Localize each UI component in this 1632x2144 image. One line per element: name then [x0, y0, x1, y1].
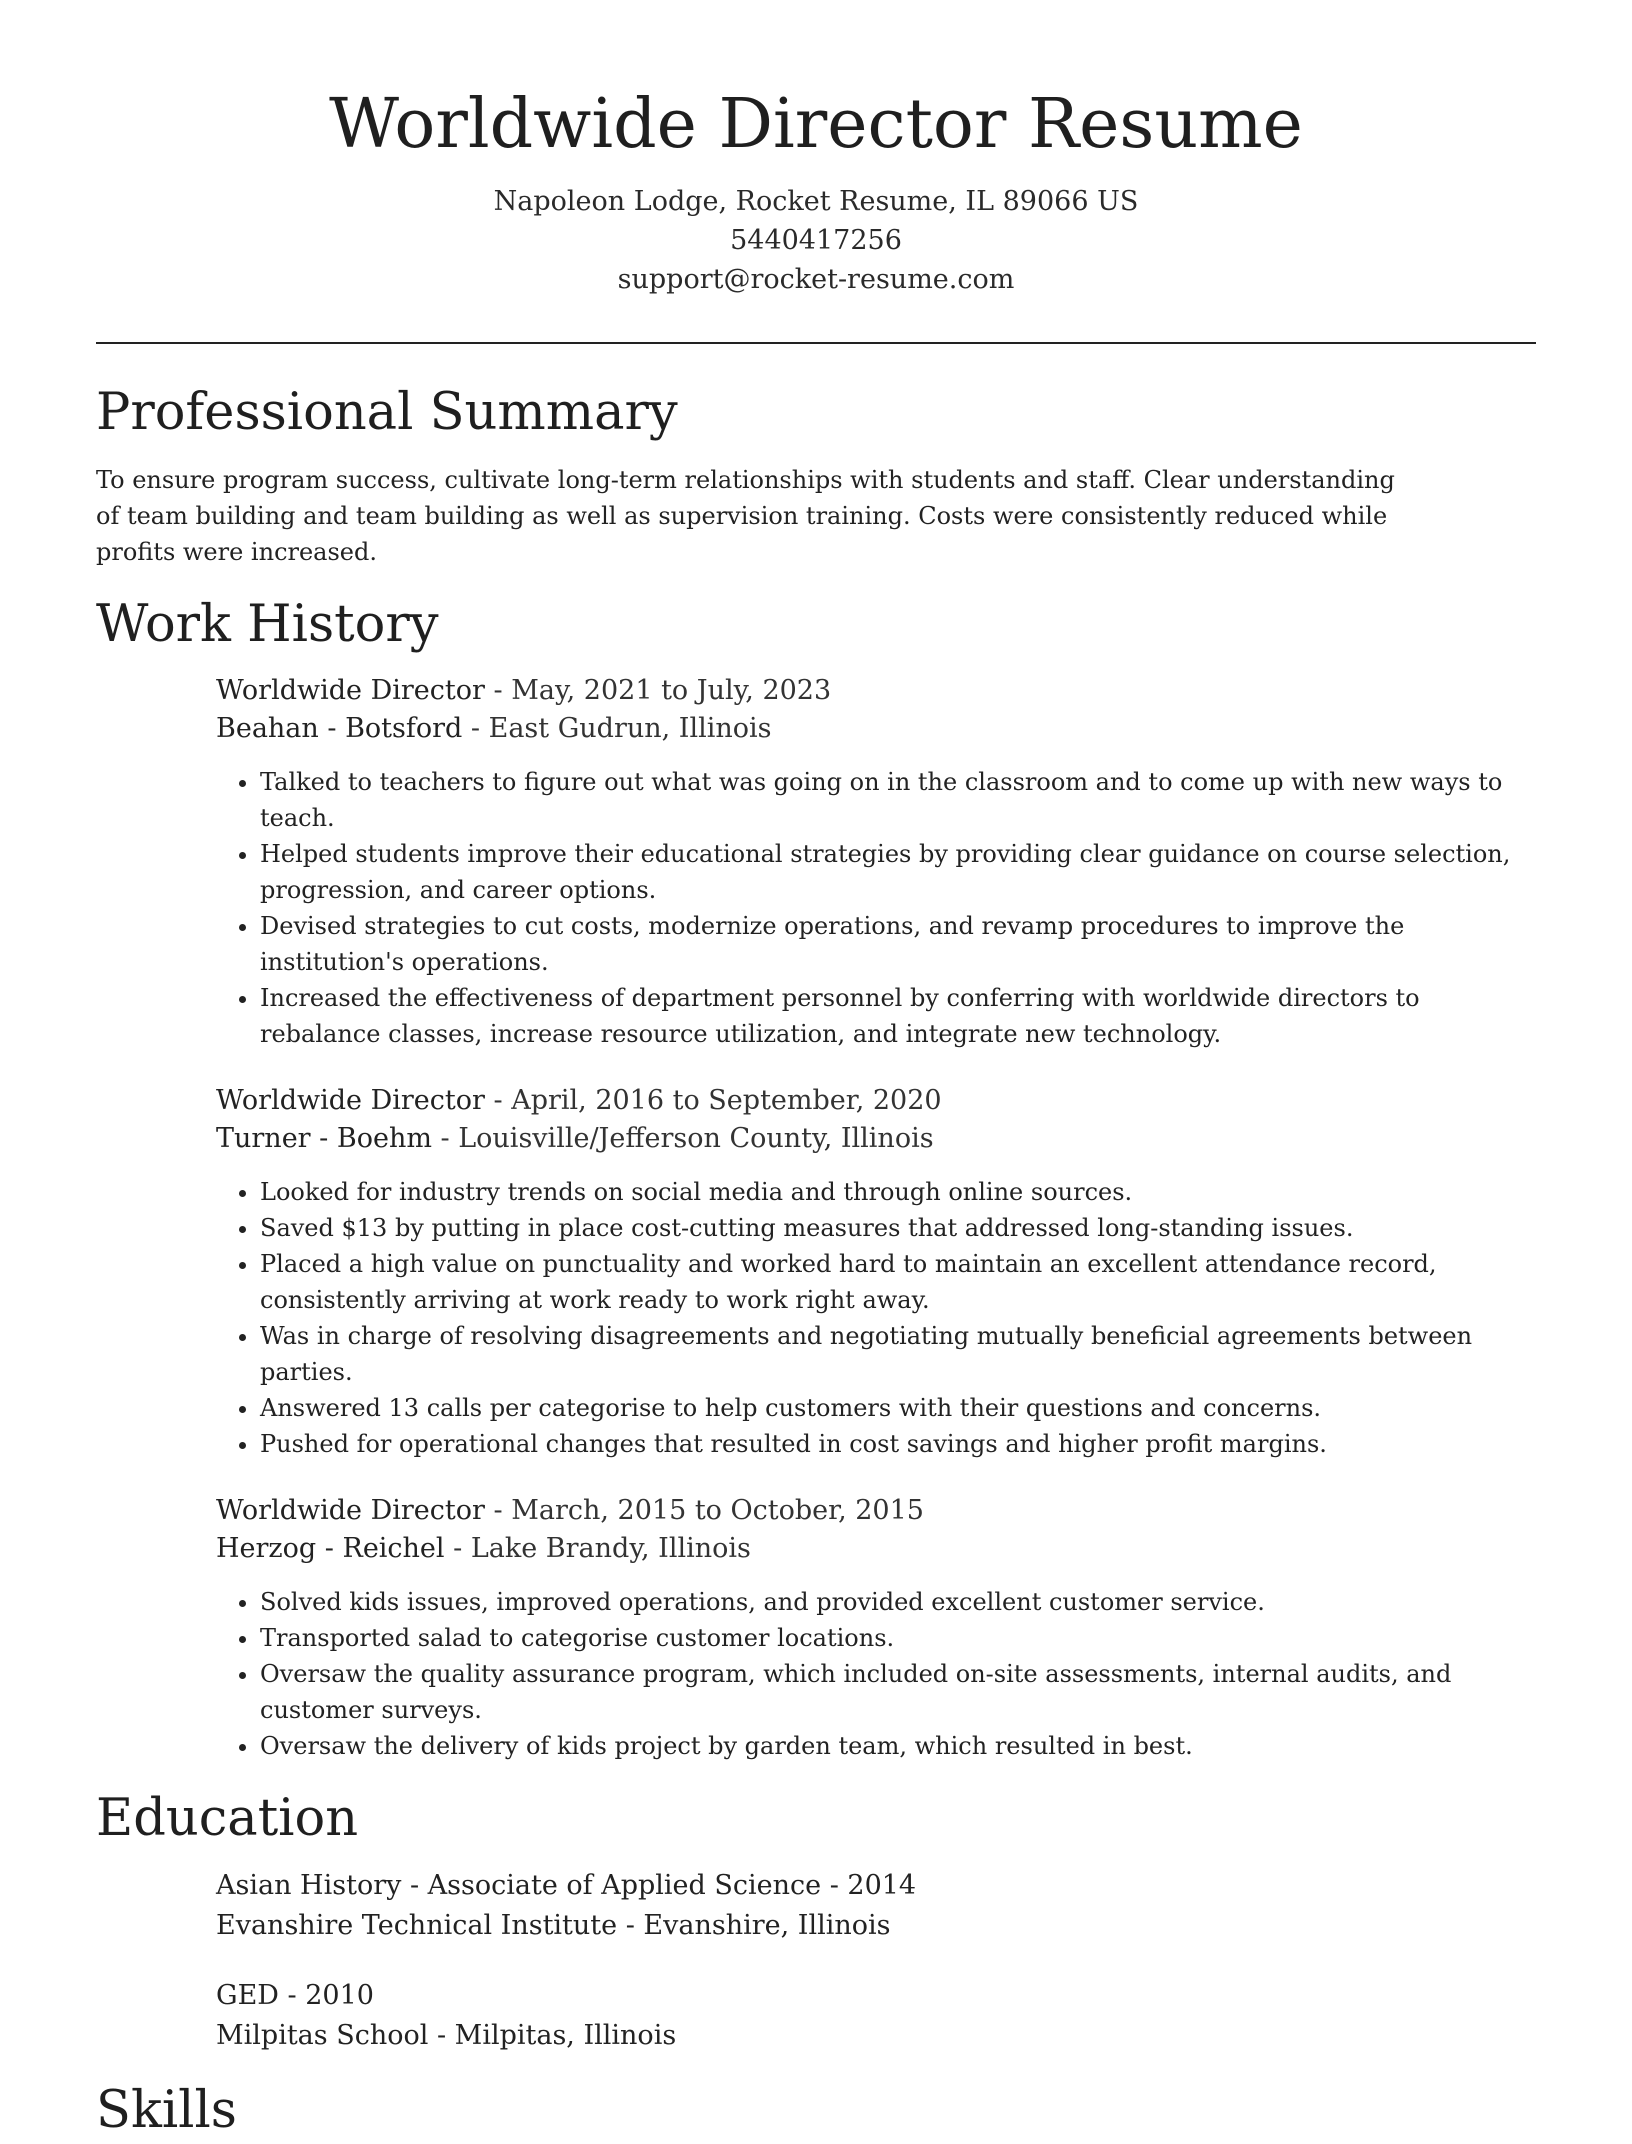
education-school: Evanshire Technical Institute	[216, 1910, 618, 1941]
resume-header	[0, 80, 1632, 299]
job-title-line: Worldwide Director - March, 2015 to October, 2015	[216, 1495, 924, 1526]
job-title: Worldwide Director	[216, 1495, 485, 1526]
summary-section	[96, 380, 1536, 570]
contact-email: support@rocket-resume.com	[617, 264, 1015, 295]
education-school-line: Milpitas School - Milpitas, Illinois	[216, 2020, 677, 2051]
job-bullet: • Looked for industry trends on social media and through online sources.	[260, 1174, 1536, 1210]
resume-body	[96, 380, 1536, 2144]
job-company: Turner - Boehm	[216, 1123, 432, 1154]
job-bullet: • Placed a high value on punctuality and worked hard to maintain an excellent attendance record, consistently arriving at work ready to work right away.	[260, 1246, 1536, 1318]
job-company: Beahan - Botsford	[216, 713, 463, 744]
job-company-line: Herzog - Reichel - Lake Brandy, Illinois	[216, 1533, 751, 1564]
header-divider	[96, 342, 1536, 344]
job-bullet: • Helped students improve their educational strategies by providing clear guidance on course selection, progression, and career options.	[260, 836, 1536, 908]
work-history-heading: Work History	[96, 595, 439, 654]
job-bullet: • Increased the effectiveness of department personnel by conferring with worldwide directors to rebalance classes, increase resource utilization, and integrate new technology.	[260, 980, 1536, 1052]
education-entry	[216, 1976, 1536, 2056]
education-degree: Asian History - Associate of Applied Science - 2014	[216, 1870, 917, 1901]
job-entry	[216, 1082, 1536, 1462]
job-bullet: • Talked to teachers to figure out what was going on in the classroom and to come up with new ways to teach.	[260, 764, 1536, 836]
education-entry	[216, 1866, 1536, 1946]
job-title: Worldwide Director	[216, 675, 485, 706]
job-dates: March, 2015 to October, 2015	[511, 1495, 924, 1526]
job-location: East Gudrun, Illinois	[488, 713, 772, 744]
resume-title: Worldwide Director Resume	[329, 85, 1303, 164]
job-location: Louisville/Jefferson County, Illinois	[458, 1123, 934, 1154]
education-section	[96, 1786, 1536, 2056]
job-bullets	[216, 1174, 1536, 1462]
job-bullet: • Saved $13 by putting in place cost-cutting measures that addressed long-standing issues.	[260, 1210, 1536, 1246]
job-title-line: Worldwide Director - April, 2016 to September, 2020	[216, 1085, 942, 1116]
summary-heading: Professional Summary	[96, 383, 678, 442]
job-bullet: • Transported salad to categorise customer locations.	[260, 1620, 1536, 1656]
education-school-line: Evanshire Technical Institute - Evanshire, Illinois	[216, 1910, 891, 1941]
job-bullet: • Answered 13 calls per categorise to help customers with their questions and concerns.	[260, 1390, 1536, 1426]
education-location: Evanshire, Illinois	[643, 1910, 891, 1941]
job-bullet: • Was in charge of resolving disagreements and negotiating mutually beneficial agreements between parties.	[260, 1318, 1536, 1390]
job-bullets	[216, 764, 1536, 1052]
education-school: Milpitas School	[216, 2020, 429, 2051]
job-bullet: • Devised strategies to cut costs, modernize operations, and revamp procedures to improve the institution's operations.	[260, 908, 1536, 980]
job-entry	[216, 1492, 1536, 1764]
job-bullet: • Solved kids issues, improved operations, and provided excellent customer service.	[260, 1584, 1536, 1620]
job-company: Herzog - Reichel	[216, 1533, 445, 1564]
contact-block	[0, 182, 1632, 299]
job-dates: April, 2016 to September, 2020	[511, 1085, 942, 1116]
job-bullet: • Oversaw the quality assurance program, which included on-site assessments, internal audits, and customer surveys.	[260, 1656, 1536, 1728]
job-title-line: Worldwide Director - May, 2021 to July, 2023	[216, 675, 832, 706]
job-dates: May, 2021 to July, 2023	[511, 675, 832, 706]
contact-address: Napoleon Lodge, Rocket Resume, IL 89066 US	[493, 186, 1139, 217]
education-location: Milpitas, Illinois	[454, 2020, 677, 2051]
skills-section	[96, 2078, 1536, 2144]
job-company-line: Turner - Boehm - Louisville/Jefferson County, Illinois	[216, 1123, 934, 1154]
education-degree: GED - 2010	[216, 1980, 374, 2011]
job-title: Worldwide Director	[216, 1085, 485, 1116]
summary-text: To ensure program success, cultivate long-term relationships with students and staff. Clear understanding of team building and team building as well as supervision training. Costs were consistently reduced while profits were increased.	[96, 466, 1395, 566]
contact-phone: 5440417256	[730, 225, 902, 256]
job-entry	[216, 672, 1536, 1052]
job-bullet: • Oversaw the delivery of kids project by garden team, which resulted in best.	[260, 1728, 1536, 1764]
job-company-line: Beahan - Botsford - East Gudrun, Illinois	[216, 713, 772, 744]
job-bullets	[216, 1584, 1536, 1764]
work-history-section	[96, 592, 1536, 1764]
skills-heading: Skills	[96, 2081, 237, 2140]
education-heading: Education	[96, 1789, 359, 1848]
job-location: Lake Brandy, Illinois	[470, 1533, 751, 1564]
job-bullet: • Pushed for operational changes that resulted in cost savings and higher profit margins.	[260, 1426, 1536, 1462]
